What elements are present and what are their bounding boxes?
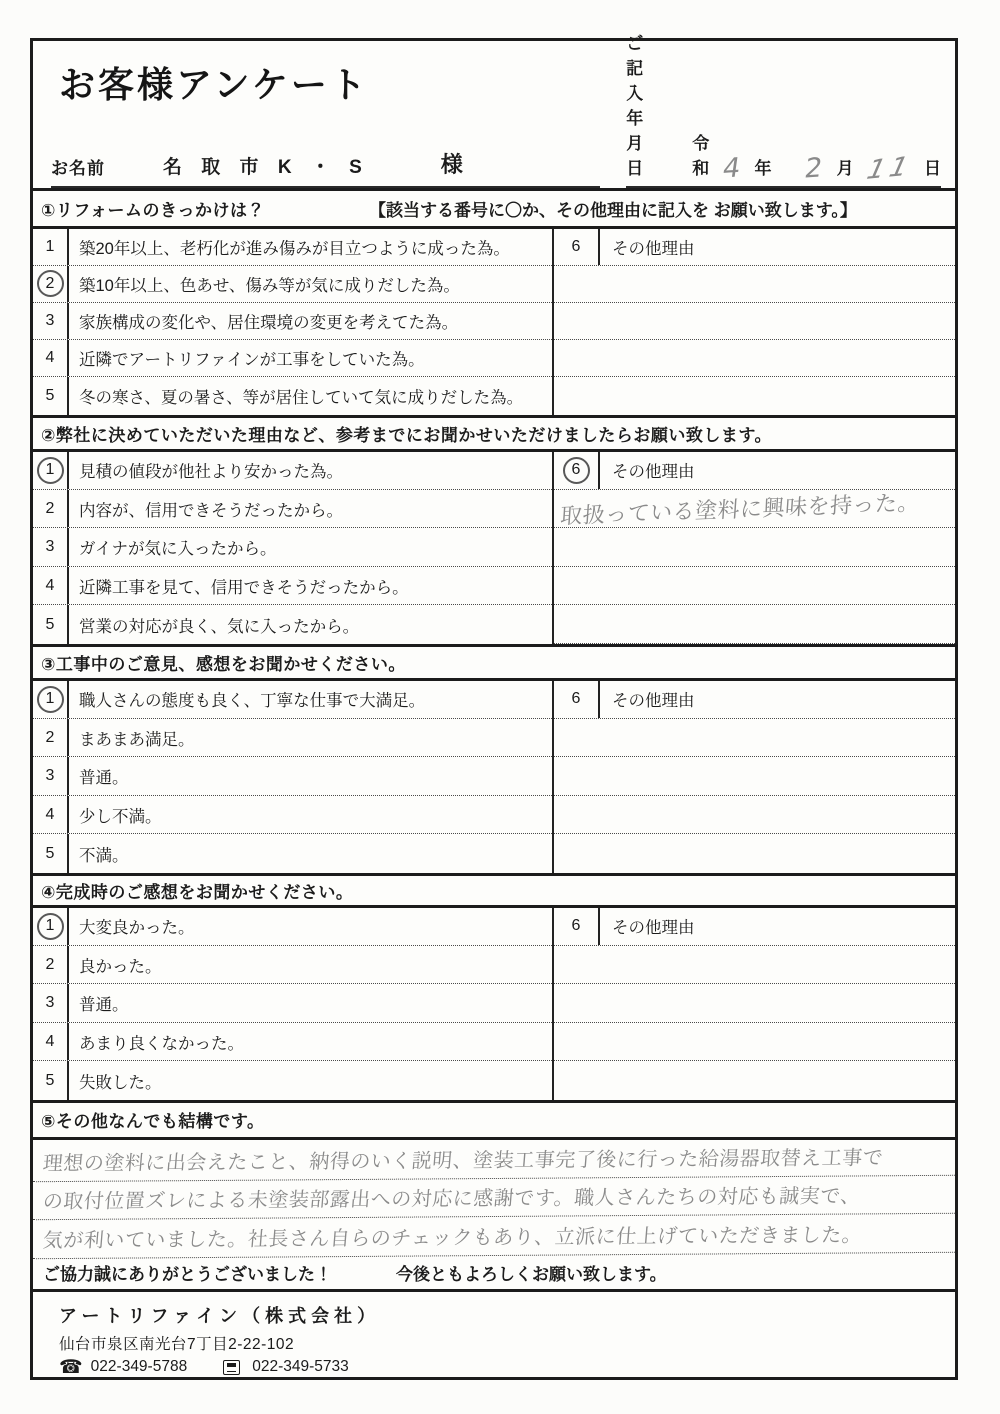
company-address: 仙台市泉区南光台7丁目2-22-102 [59,1335,295,1353]
write-in-line [554,303,955,340]
form-title: お客様アンケート [59,64,369,106]
name-field [51,148,600,188]
section-2-header [33,418,955,452]
option-row [33,946,552,984]
option-row [33,796,552,834]
option-text: 良かった。 [79,957,162,976]
other-reason-row [554,681,955,719]
option-row [33,681,552,719]
section-4-options [33,908,955,1103]
date-field [626,29,941,188]
section-2-options [33,452,955,647]
section-3-title: ③工事中のご意見、感想をお聞かせください。 [41,654,406,674]
write-in-line [554,528,955,566]
tel-number: 022-349-5788 [90,1358,188,1376]
option-number: 4 [45,576,55,594]
option-number: 3 [45,994,55,1012]
option-row [33,490,552,528]
option-text: あまり良くなかった。 [79,1034,244,1053]
option-text: 職人さんの態度も良く、丁寧な仕事で大満足。 [79,692,426,711]
option-number-circled: 2 [37,270,64,297]
option-number: 5 [45,1071,55,1089]
option-text: 近隣工事を見て、信用できそうだったから。 [79,578,409,597]
handwritten-comment-line: 理想の塗料に出会えたこと、納得のいく説明、塗装工事完了後に行った給湯器取替え工事で [33,1136,955,1181]
day-suffix: 日 [924,158,941,178]
company-name: アートリファイン（株式会社） [59,1305,381,1326]
option-number: 2 [45,728,55,746]
option-row [33,1023,552,1061]
option-row [33,984,552,1022]
option-text: 近隣でアートリファインが工事をしていた為。 [79,351,425,370]
option-row [33,452,552,490]
survey-form [30,33,958,1380]
option-text: 普通。 [79,996,129,1015]
option-row [33,719,552,757]
write-in-line [554,719,955,757]
other-reason-label: その他理由 [612,239,695,258]
handwritten-comment-line: 気が利いていました。社長さん自らのチェックもあり、立派に仕上げていただきました。 [33,1214,955,1259]
handwritten-month-value: 2 [803,152,825,185]
option-number: 6 [571,917,581,935]
option-text: 少し不満。 [79,807,162,826]
option-row [33,908,552,946]
other-reason-row [554,452,955,490]
option-row [33,377,552,414]
option-text: 築10年以上、色あせ、傷み等が気に成りだした為。 [79,276,460,295]
section-1-title: ①リフォームのきっかけは？ [41,200,266,220]
other-reason-label: その他理由 [612,919,695,938]
contact-row [59,1355,955,1378]
year-suffix: 年 [754,158,772,178]
write-in-line [554,984,955,1022]
section-4-header [33,876,955,908]
handwritten-other-reason: 取扱っている塗料に興味を持った。 [559,490,921,530]
option-row [33,229,552,266]
option-number-circled: 1 [37,686,64,713]
option-number: 2 [45,955,55,973]
option-row [33,303,552,340]
option-number: 3 [45,312,55,330]
option-number: 5 [45,615,55,633]
section-4-title: ④完成時のご感想をお聞かせください。 [41,882,354,902]
thanks-row [33,1256,955,1292]
fax-number: 022-349-5733 [252,1358,349,1376]
option-text: 見積の値段が他社より安かった為。 [79,463,343,482]
company-footer [33,1292,955,1377]
option-text: 不満。 [79,846,129,865]
option-number: 6 [571,237,581,255]
option-text: 家族構成の変化や、居住環境の変更を考えてた為。 [79,314,459,333]
option-number: 3 [45,538,55,556]
section-1-other-column [552,229,955,415]
option-text: まあまあ満足。 [79,730,195,749]
write-in-line [554,834,955,872]
instruction-note: 【該当する番号に〇か、その他理由に記入を お願い致します。】 [369,200,857,220]
write-in-line [554,567,955,605]
option-text: 大変良かった。 [79,919,195,938]
option-row [33,567,552,605]
write-in-line [554,605,955,643]
section-2-title: ②弊社に決めていただいた理由など、参考までにお聞かせいただけましたらお願い致します。 [41,425,773,445]
option-number: 2 [45,499,55,517]
option-number: 6 [571,690,581,708]
option-number: 5 [45,387,55,405]
option-number: 4 [45,1032,55,1050]
section-3-options [33,681,955,876]
option-number-circled: 1 [37,913,64,940]
free-comment-area [33,1140,955,1256]
name-label: お名前 [51,158,105,178]
other-reason-label: その他理由 [612,463,695,482]
other-reason-label: その他理由 [612,692,695,711]
write-in-line [554,377,955,414]
option-text: 営業の対応が良く、気に入ったから。 [79,617,360,636]
thanks-message: ご協力誠にありがとうございました！ [43,1265,332,1285]
other-reason-row [554,229,955,266]
thanks-followup: 今後ともよろしくお願い致します。 [396,1265,667,1285]
section-2-other-column [552,452,955,644]
customer-name-value: 名 取 市 K ・ S [163,156,369,178]
section-4-other-column [552,908,955,1100]
option-text: 冬の寒さ、夏の暑さ、等が居住していて気に成りだした為。 [79,389,524,408]
other-reason-row [554,908,955,946]
date-label: ご記入年月日 [626,33,645,178]
write-in-line [554,796,955,834]
option-text: 内容が、信用できそうだったから。 [79,501,343,520]
section-3-other-column [552,681,955,873]
write-in-line [554,1023,955,1061]
option-number-circled: 1 [37,457,64,484]
write-in-line [554,266,955,303]
option-number: 3 [45,767,55,785]
option-row [33,266,552,303]
section-4-option-list [33,908,552,1100]
option-row [33,1061,552,1099]
handwritten-day-value: 11 [860,150,918,186]
section-3-option-list [33,681,552,873]
section-5-header [33,1103,955,1140]
write-in-line [554,946,955,984]
option-row [33,757,552,795]
option-row [33,528,552,566]
section-2-option-list [33,452,552,644]
section-1-option-list [33,229,552,415]
option-row [33,605,552,643]
handwritten-year-value: 4 [720,152,743,185]
phone-icon: ☎ [59,1355,83,1378]
write-in-line [554,340,955,377]
option-row [33,340,552,377]
section-5-title: ⑤その他なんでも結構です。 [41,1112,265,1132]
option-text: 失敗した。 [79,1073,162,1092]
option-text: 普通。 [79,769,129,788]
section-3-header [33,647,955,681]
option-number: 4 [45,349,55,367]
section-1-options [33,229,955,418]
honorific-label: 様 [440,151,463,177]
option-number: 5 [45,844,55,862]
option-text: 築20年以上、老朽化が進み傷みが目立つように成った為。 [79,239,510,258]
option-number: 4 [45,805,55,823]
write-in-line [554,1061,955,1099]
month-suffix: 月 [836,158,854,178]
option-number: 1 [45,237,55,255]
fax-icon [223,1360,240,1375]
option-number-circled: 6 [563,457,590,484]
write-in-line [554,757,955,795]
section-1-header [33,191,955,229]
era-label: 令和 [692,133,710,178]
option-text: ガイナが気に入ったから。 [79,540,277,559]
option-row [33,834,552,872]
handwritten-comment-line: の取付位置ズレによる未塗装部露出への対応に感謝です。職人さんたちの対応も誠実で、 [33,1175,955,1220]
